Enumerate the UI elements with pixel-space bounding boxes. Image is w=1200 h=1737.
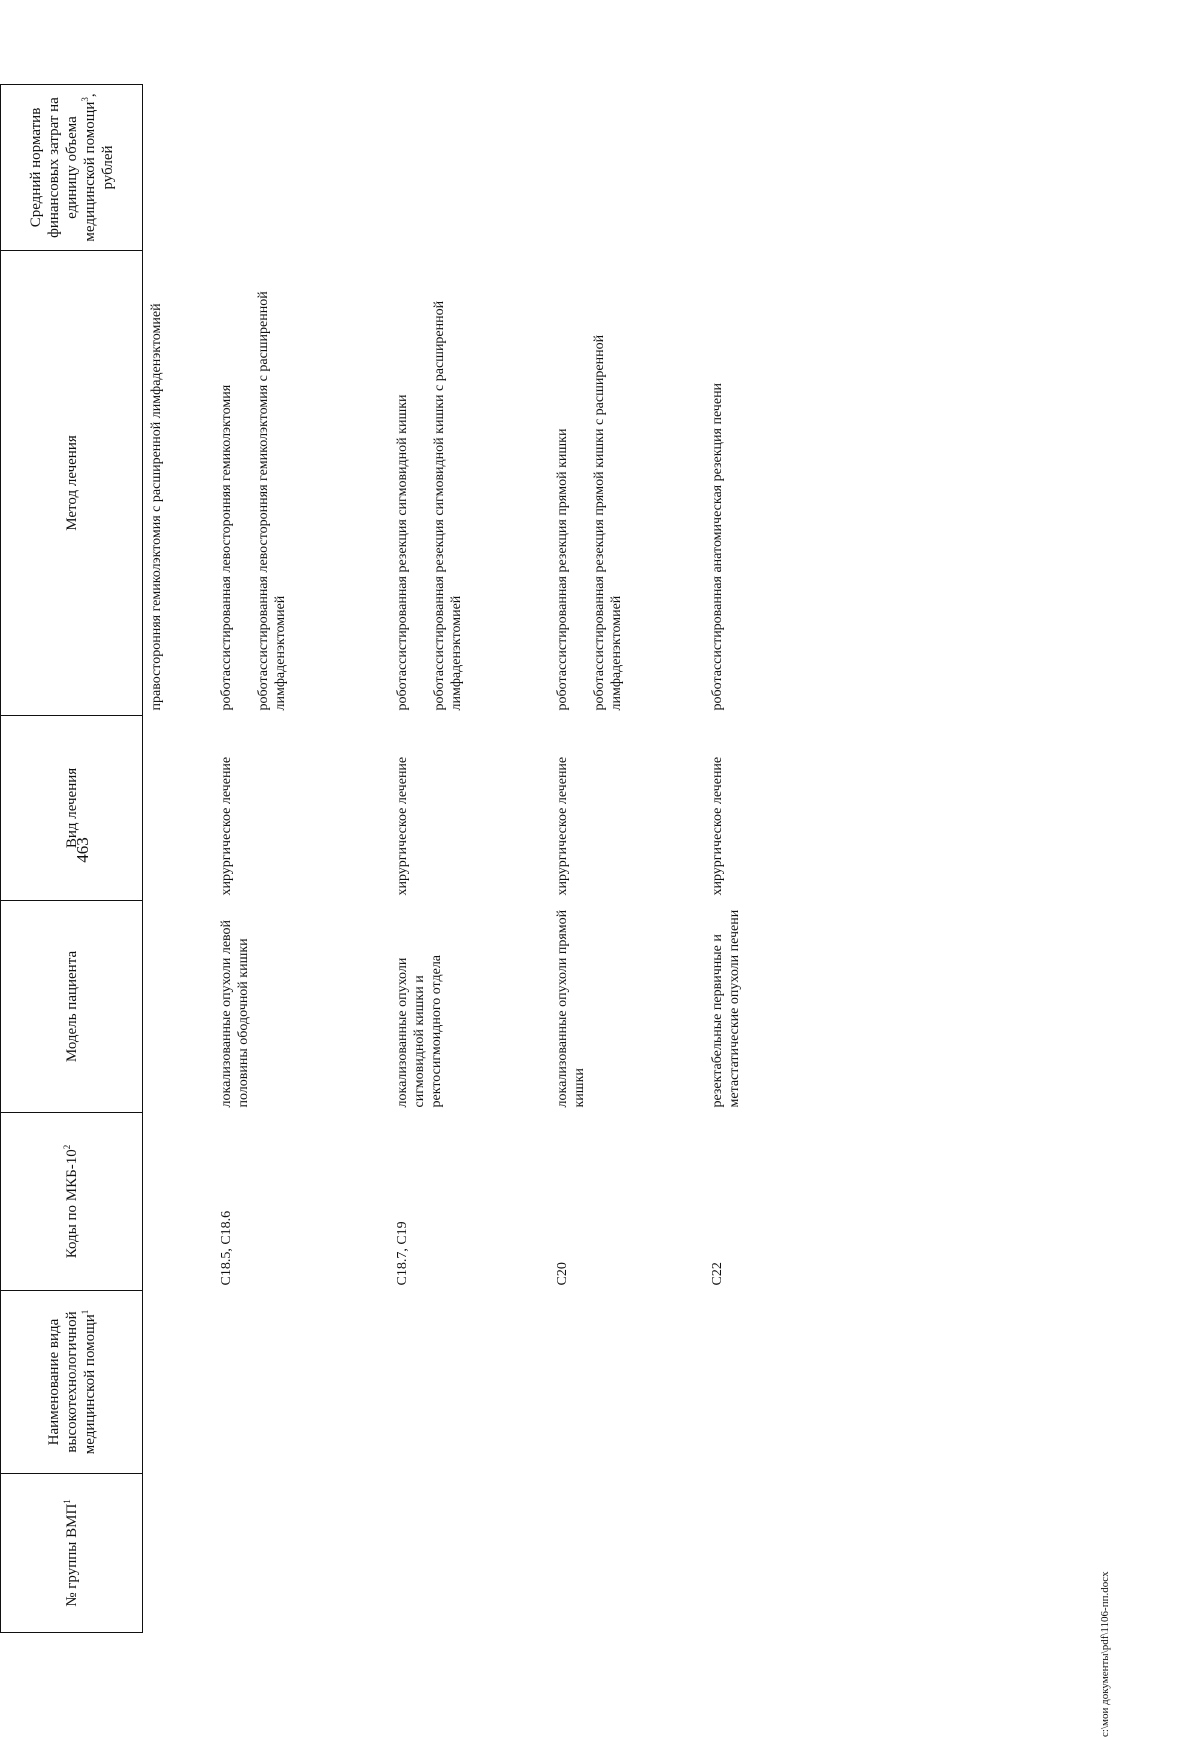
cell-financial-norm — [143, 85, 218, 251]
cell-financial-norm — [709, 85, 829, 251]
cell-icd-codes — [143, 1113, 218, 1291]
cell-group-number — [554, 1474, 709, 1633]
cell-treatment-method — [218, 251, 394, 716]
medical-care-table-wrapper — [0, 85, 1050, 1633]
table-row — [394, 85, 554, 1633]
cell-treatment-type: хирургическое лечение — [394, 756, 410, 896]
cell-care-type-name — [143, 1291, 218, 1474]
cell-group-number — [709, 1474, 829, 1633]
medical-care-table — [0, 84, 829, 1633]
cell-treatment-method — [143, 251, 218, 716]
header-care-type-name: Наименование вида высокотехнологичной медицинской помощи$^1$ — [1, 1291, 143, 1474]
header-treatment-method: Метод лечения — [1, 251, 143, 716]
header-financial-norm: Средний норматив финансовых затрат на единицу объема медицинской помощи$^3$, рублей — [1, 85, 143, 251]
method-item: роботассистированная анатомическая резекция печени — [709, 382, 725, 711]
cell-icd-codes: C18.7, C19 — [394, 1221, 410, 1286]
table-row — [218, 85, 394, 1633]
cell-group-number — [143, 1474, 218, 1633]
header-patient-model: Модель пациента — [1, 901, 143, 1113]
table-row — [554, 85, 709, 1633]
cell-icd-codes: C20 — [554, 1262, 570, 1286]
method-item: роботассистированная резекция прямой кишки с расширенной лимфаденэктомией — [591, 334, 624, 711]
header-treatment-type: Вид лечения — [1, 716, 143, 901]
table-row — [143, 85, 218, 1633]
cell-group-number — [218, 1474, 394, 1633]
cell-patient-model: локализованные опухоли прямой кишки — [554, 909, 587, 1108]
header-icd-codes: Коды по МКБ-$10^2$ — [1, 1113, 143, 1291]
cell-patient-model: резектабельные первичные и метастатические опухоли печени — [709, 909, 742, 1108]
cell-treatment-method — [394, 251, 554, 716]
cell-financial-norm — [554, 85, 709, 251]
cell-care-type-name — [554, 1291, 709, 1474]
cell-care-type-name — [218, 1291, 394, 1474]
cell-icd-codes: C22 — [709, 1262, 725, 1286]
cell-treatment-type: хирургическое лечение — [218, 756, 234, 896]
method-item: роботассистированная левосторонняя гемиколэктомия — [218, 384, 234, 711]
cell-patient-model: локализованные опухоли сигмовидной кишки и ректосигмоидного отдела — [394, 954, 444, 1108]
cell-financial-norm — [394, 85, 554, 251]
table-row — [709, 85, 829, 1633]
cell-treatment-method — [554, 251, 709, 716]
cell-treatment-method — [709, 251, 829, 716]
method-item: роботассистированная левосторонняя гемиколэктомия с расширенной лимфаденэктомией — [255, 291, 288, 711]
cell-icd-codes: C18.5, C18.6 — [218, 1210, 234, 1286]
header-group-number: № группы ВМП$^1$ — [1, 1474, 143, 1633]
footer-file-path: c:\мои документы\pdf\1106-пп.docx — [1099, 1571, 1111, 1737]
page-number: 463 — [73, 837, 92, 863]
cell-treatment-type: хирургическое лечение — [554, 756, 570, 896]
cell-financial-norm — [218, 85, 394, 251]
cell-treatment-type: хирургическое лечение — [709, 756, 725, 896]
cell-treatment-type — [143, 716, 218, 901]
cell-care-type-name — [394, 1291, 554, 1474]
cell-patient-model: локализованные опухоли левой половины ободочной кишки — [218, 919, 251, 1108]
method-item: правосторонняя гемиколэктомия с расширенной лимфаденэктомией — [149, 303, 164, 711]
method-item: роботассистированная резекция сигмовидной кишки — [394, 394, 410, 711]
cell-group-number — [394, 1474, 554, 1633]
method-item: роботассистированная резекция прямой кишки — [554, 428, 570, 711]
table-header-row — [1, 85, 143, 1633]
cell-patient-model — [143, 901, 218, 1113]
method-item: роботассистированная резекция сигмовидной кишки с расширенной лимфаденэктомией — [431, 300, 464, 711]
cell-care-type-name — [709, 1291, 829, 1474]
